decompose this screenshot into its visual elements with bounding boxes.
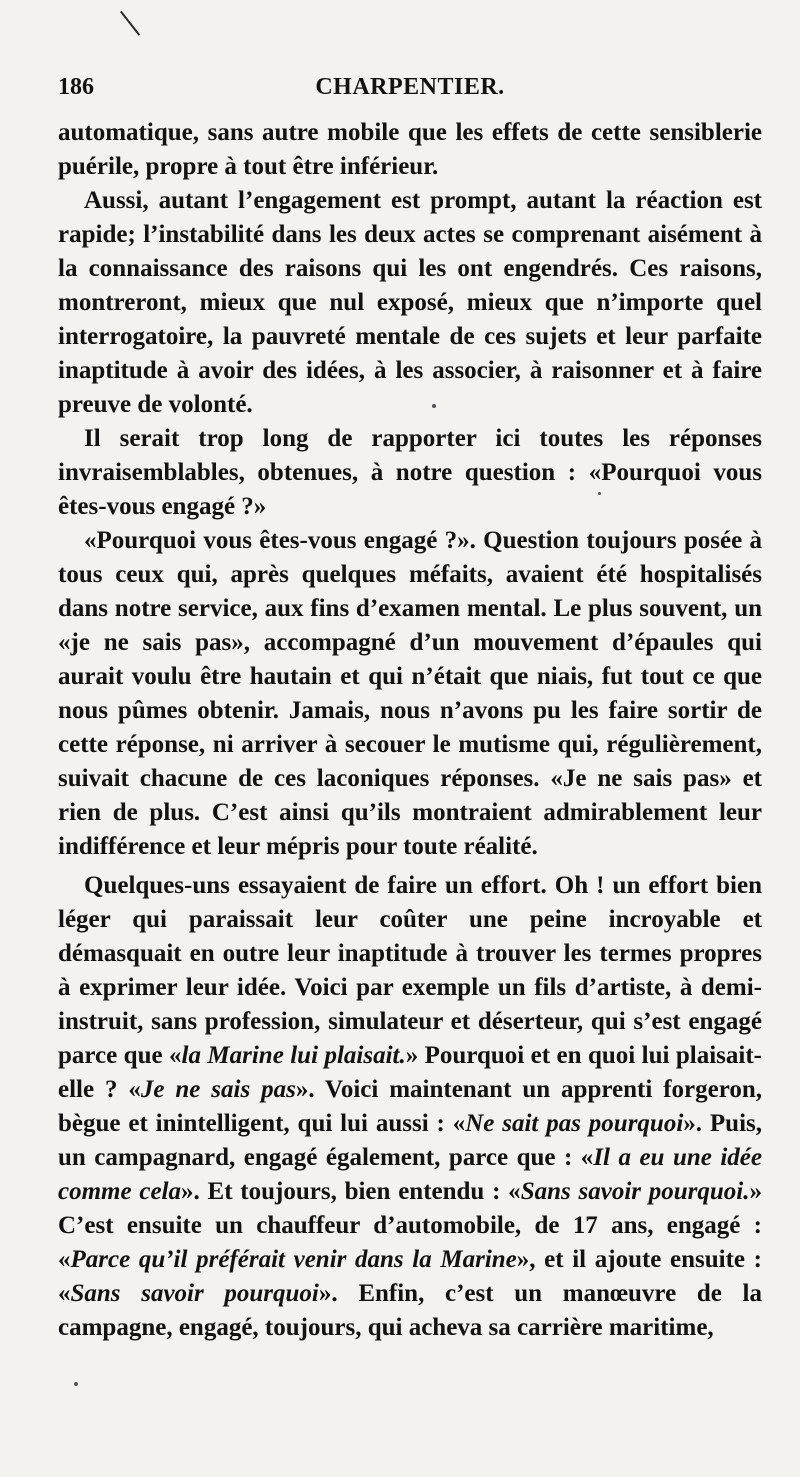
running-title: CHARPENTIER.: [315, 74, 505, 100]
ink-speck: [74, 1382, 78, 1386]
paragraph: [58, 524, 762, 864]
paragraph: [58, 869, 762, 1345]
text-segment: ». Enfin, c’est un manœuvre de la campagne, engagé, toujours, qui acheva sa carrière maritime,: [58, 1280, 762, 1341]
text-segment: Quelques-uns essayaient de faire un effort. Oh ! un effort bien léger qui paraissait leur coûter une peine incroyable et démasquait en outre leur inaptitude à trouver les termes propres à exprimer leur idée. Voici par exemple un fils d’artiste, à demi-instruit, sans profession, simulateur et déserteur, qui s’est engagé parce que «: [58, 872, 762, 1069]
italic-quote: Il a eu une idée comme cela: [58, 1144, 762, 1205]
text-segment: «Pourquoi vous êtes-vous engagé ?». Question toujours posée à tous ceux qui, après quelques méfaits, avaient été hospitalisés dans notre service, aux fins d’examen mental. Le plus souvent, un «je ne sais pas», accompagné d’un mouvement d’épaules qui aurait voulu être hautain et qui n’était que niais, fut tout ce que nous pûmes obtenir. Jamais, nous n’avons pu les faire sortir de cette réponse, ni arriver à secouer le mutisme qui, régulièrement, suivait chacune de ces laconiques réponses. «Je ne sais pas» et rien de plus. C’est ainsi qu’ils montraient admirablement leur indifférence et leur mépris pour toute réalité.: [58, 527, 762, 860]
text-segment: ». Puis, un campagnard, engagé également, parce que : «: [58, 1110, 762, 1171]
paragraph: [58, 116, 762, 184]
text-segment: Aussi, autant l’engagement est prompt, autant la réaction est rapide; l’instabilité dans les deux actes se comprenant aisément à la connaissance des raisons qui les ont engendrés. Ces raisons, montreront, mieux que nul exposé, mieux que n’importe quel interrogatoire, la pauvreté mentale de ces sujets et leur parfaite inaptitude à avoir des idées, à les associer, à raisonner et à faire preuve de volonté.: [58, 187, 762, 418]
page-header: [58, 74, 762, 108]
text-segment: ». Et toujours, bien entendu : «: [181, 1178, 521, 1205]
text-segment: Il serait trop long de rapporter ici toutes les réponses invraisemblables, obtenues, à notre question : «Pourquoi vous êtes-vous engagé ?»: [58, 425, 762, 520]
text-segment: automatique, sans autre mobile que les effets de cette sensiblerie puérile, propre à tout être inférieur.: [58, 119, 762, 180]
ink-stroke-mark: [120, 11, 140, 36]
body-text: [58, 116, 762, 1345]
italic-quote: Parce qu’il préférait venir dans la Marine: [70, 1246, 517, 1273]
paragraph: [58, 184, 762, 422]
italic-quote: Sans savoir pourquoi.: [520, 1178, 750, 1205]
paragraph: [58, 422, 762, 524]
italic-quote: Je ne sais pas: [140, 1076, 296, 1103]
text-segment: ». Voici maintenant un apprenti forgeron, bègue et inintelligent, qui lui aussi : «: [58, 1076, 763, 1137]
page-number: 186: [58, 74, 94, 100]
text-segment: » C’est ensuite un chauffeur d’automobile, de 17 ans, engagé : «: [58, 1178, 762, 1273]
italic-quote: Sans savoir pourquoi: [70, 1280, 319, 1307]
text-segment: », et il ajoute ensuite : «: [58, 1246, 762, 1307]
text-segment: » Pourquoi et en quoi lui plaisait-elle ? «: [58, 1042, 762, 1103]
italic-quote: Ne sait pas pourquoi: [465, 1110, 684, 1137]
italic-quote: la Marine lui plaisait.: [181, 1042, 406, 1069]
